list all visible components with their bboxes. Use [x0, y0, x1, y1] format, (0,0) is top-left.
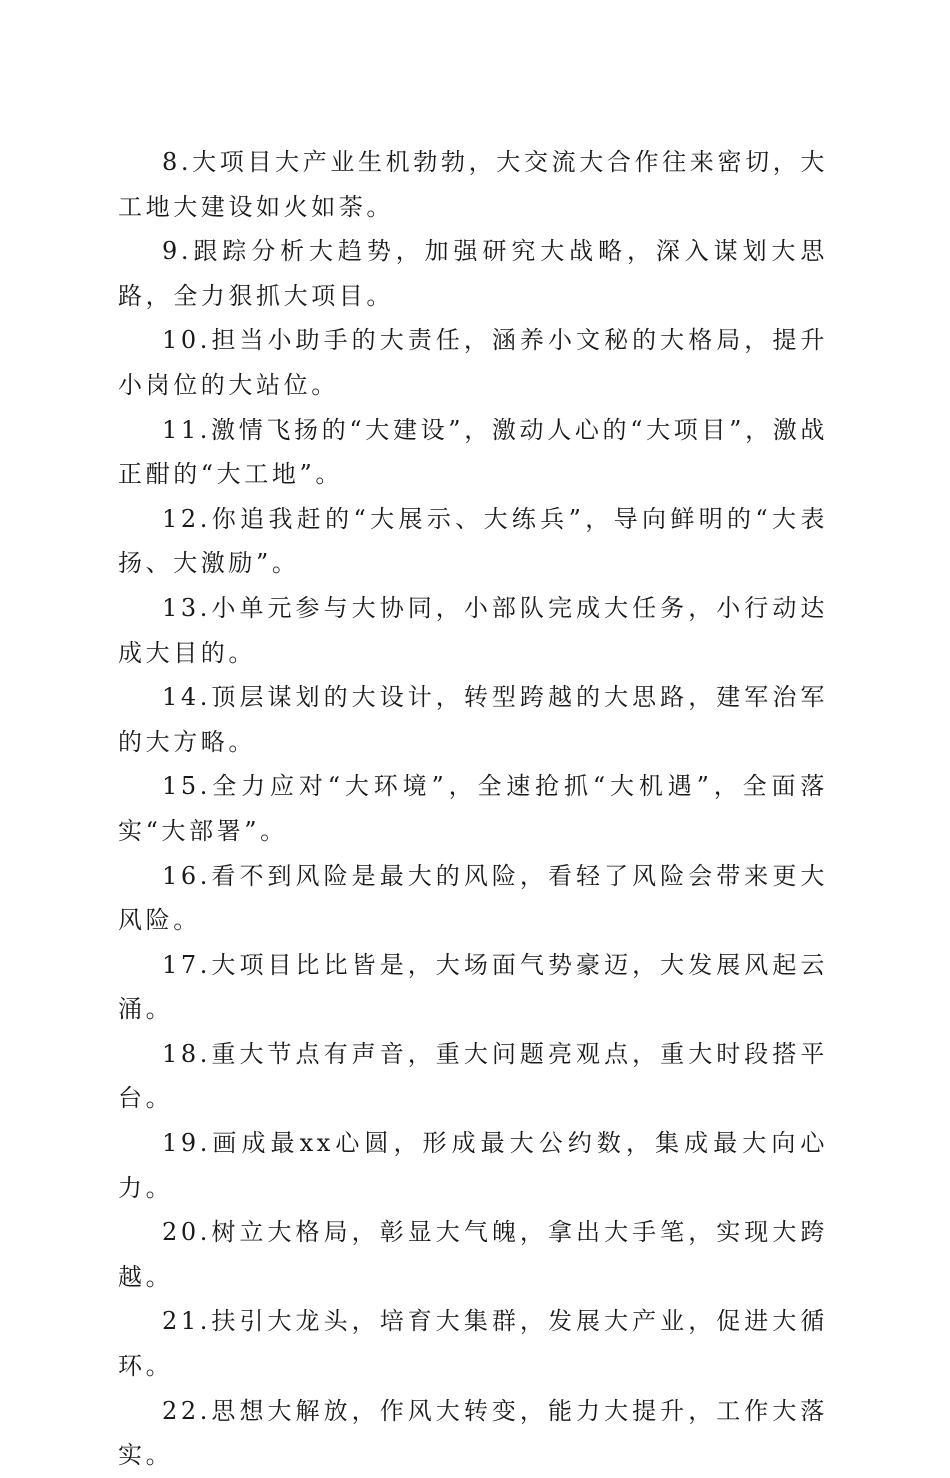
- paragraph-14: 14.顶层谋划的大设计，转型跨越的大思路，建军治军的大方略。: [118, 683, 828, 756]
- paragraph-20: 20.树立大格局，彰显大气魄，拿出大手笔，实现大跨越。: [118, 1218, 828, 1291]
- document-body: [118, 140, 828, 1478]
- paragraph-10: 10.担当小助手的大责任，涵养小文秘的大格局，提升小岗位的大站位。: [118, 326, 828, 399]
- paragraph-21: 21.扶引大龙头，培育大集群，发展大产业，促进大循环。: [118, 1307, 828, 1381]
- paragraph-8: 8.大项目大产业生机勃勃，大交流大合作往来密切，大工地大建设如火如荼。: [118, 148, 828, 221]
- paragraph-12: 12.你追我赶的“大展示、大练兵”，导向鲜明的“大表扬、大激励”。: [118, 504, 828, 578]
- paragraph-15: 15.全力应对“大环境”，全速抢抓“大机遇”，全面落实“大部署”。: [118, 772, 828, 845]
- paragraph-13: 13.小单元参与大协同，小部队完成大任务，小行动达成大目的。: [118, 593, 828, 667]
- paragraph-17: 17.大项目比比皆是，大场面气势豪迈，大发展风起云涌。: [118, 950, 828, 1024]
- paragraph-16: 16.看不到风险是最大的风险，看轻了风险会带来更大风险。: [118, 861, 828, 935]
- paragraph-9: 9.跟踪分析大趋势，加强研究大战略，深入谋划大思路，全力狠抓大项目。: [118, 237, 828, 310]
- paragraph-18: 18.重大节点有声音，重大问题亮观点，重大时段搭平台。: [118, 1039, 828, 1113]
- paragraph-22: 22.思想大解放，作风大转变，能力大提升，工作大落实。: [118, 1396, 828, 1470]
- paragraph-19: 19.画成最xx心圆，形成最大公约数，集成最大向心力。: [118, 1129, 828, 1202]
- paragraph-11: 11.激情飞扬的“大建设”，激动人心的“大项目”，激战正酣的“大工地”。: [118, 415, 828, 489]
